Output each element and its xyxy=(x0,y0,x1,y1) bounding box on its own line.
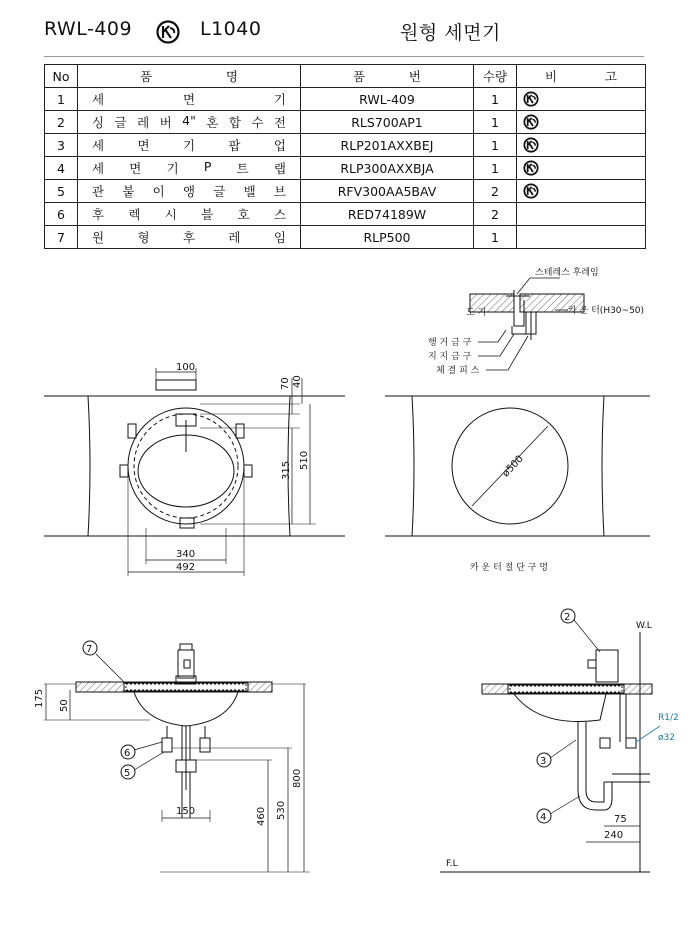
row-no: 5 xyxy=(45,180,78,203)
part-code: RLS700AP1 xyxy=(301,111,474,134)
part-qty: 1 xyxy=(474,111,517,134)
part-name-char: 글 xyxy=(114,115,127,130)
row-no: 6 xyxy=(45,203,78,226)
dim-510: 510 xyxy=(299,450,310,470)
part-name-char: 기 xyxy=(273,92,286,107)
product-title: 원형 세면기 xyxy=(400,22,501,44)
part-name-char: 시 xyxy=(164,207,177,222)
part-name-char: 혼 xyxy=(206,115,219,130)
part-name-char: 세 xyxy=(92,161,105,176)
part-name-char: 면 xyxy=(137,138,150,153)
part-name-char: 4" xyxy=(182,113,196,128)
part-name-char: 업 xyxy=(273,138,286,153)
part-name-char: 싱 xyxy=(92,115,105,130)
col-qty: 수량 xyxy=(474,65,517,88)
part-qty: 1 xyxy=(474,157,517,180)
dim-460: 460 xyxy=(256,806,267,826)
label-floor-level: F.L xyxy=(446,859,458,869)
part-name-char: P xyxy=(203,159,212,174)
label-support: 지 지 금 구 xyxy=(428,352,472,362)
part-code: RFV300AA5BAV xyxy=(301,180,474,203)
part-name-char: 이 xyxy=(152,184,165,199)
col-code-char: 품 xyxy=(353,69,366,84)
part-name-char: 기 xyxy=(182,138,196,153)
part-name-char: 글 xyxy=(213,184,226,199)
row-no: 7 xyxy=(45,226,78,249)
side-view xyxy=(440,609,660,872)
part-name-char: 스 xyxy=(273,207,286,222)
col-note-char: 비 xyxy=(545,69,558,84)
label-stainless-frame: 스테레스 후레임 xyxy=(535,268,599,278)
col-name-char: 명 xyxy=(225,69,238,84)
part-code: RLP201AXXBEJ xyxy=(301,134,474,157)
part-name-char: 붙 xyxy=(122,184,135,199)
label-screw: 체 결 피 스 xyxy=(436,366,480,376)
dim-40: 40 xyxy=(292,375,303,388)
part-code: RLP300AXXBJA xyxy=(301,157,474,180)
col-name-char: 품 xyxy=(140,69,153,84)
part-name-char: 관 xyxy=(92,184,105,199)
part-name-char: 호 xyxy=(237,207,250,222)
part-name-char: 브 xyxy=(273,184,286,199)
part-name-char: 후 xyxy=(92,207,105,222)
row-no: 2 xyxy=(45,111,78,134)
part-name-char: 밸 xyxy=(243,184,256,199)
part-name-char: 원 xyxy=(92,230,105,245)
part-name-char: 트 xyxy=(236,161,249,176)
dim-100: 100 xyxy=(176,362,196,373)
row-no: 4 xyxy=(45,157,78,180)
part-name-char: 수 xyxy=(251,115,264,130)
part-name-char: 형 xyxy=(137,230,150,245)
part-name-char: 후 xyxy=(182,230,196,245)
callout-7: 7 xyxy=(86,644,93,655)
part-qty: 1 xyxy=(474,88,517,111)
plan-view xyxy=(44,368,345,576)
part-qty: 1 xyxy=(474,134,517,157)
col-code-char: 번 xyxy=(408,69,421,84)
dim-50: 50 xyxy=(59,699,70,712)
part-code: RED74189W xyxy=(301,203,474,226)
part-name-char: 앵 xyxy=(182,184,196,199)
label-counter: 카 운 터(H30~50) xyxy=(568,306,645,316)
label-water-level: W.L xyxy=(636,621,652,631)
cutout-diameter: ø500 xyxy=(500,453,526,480)
label-hanger: 행 거 금 구 xyxy=(428,338,472,348)
dim-800: 800 xyxy=(292,768,303,788)
dim-150: 150 xyxy=(176,806,196,817)
label-d32: ø32 xyxy=(658,733,675,743)
callout-6: 6 xyxy=(124,748,131,759)
model-number: RWL-409 xyxy=(44,18,133,40)
part-name-char: 블 xyxy=(201,207,214,222)
part-qty: 1 xyxy=(474,226,517,249)
callout-2: 2 xyxy=(564,612,571,623)
dim-75: 75 xyxy=(614,814,627,825)
part-name-char: 렉 xyxy=(128,207,141,222)
dim-340: 340 xyxy=(176,549,196,560)
label-ceramic: 도 기 xyxy=(466,308,487,318)
callout-3: 3 xyxy=(540,756,547,767)
label-r12: R1/2 xyxy=(658,713,679,723)
part-name-char: 임 xyxy=(273,230,286,245)
part-name-char: 랩 xyxy=(273,161,286,176)
part-code: RLP500 xyxy=(301,226,474,249)
part-name-char: 전 xyxy=(273,115,286,130)
mounting-detail xyxy=(470,278,584,370)
dim-175: 175 xyxy=(34,688,45,708)
part-name-char: 세 xyxy=(92,138,105,153)
dim-530: 530 xyxy=(276,800,287,820)
row-no: 3 xyxy=(45,134,78,157)
part-name-char: 팝 xyxy=(228,138,241,153)
part-name-char: 세 xyxy=(92,92,105,107)
part-code: RWL-409 xyxy=(301,88,474,111)
front-view xyxy=(44,641,310,872)
callout-5: 5 xyxy=(124,768,131,779)
col-note-char: 고 xyxy=(604,69,617,84)
row-no: 1 xyxy=(45,88,78,111)
dim-70: 70 xyxy=(280,377,291,390)
col-no: No xyxy=(45,65,78,88)
part-name-char: 레 xyxy=(137,115,150,130)
product-code: L1040 xyxy=(200,18,262,40)
part-qty: 2 xyxy=(474,203,517,226)
cutout-caption: 카 운 터 절 단 구 멍 xyxy=(470,563,549,573)
part-qty: 2 xyxy=(474,180,517,203)
part-name-char: 면 xyxy=(182,92,196,107)
part-name-char: 레 xyxy=(228,230,241,245)
part-name-char: 기 xyxy=(166,161,179,176)
dim-315: 315 xyxy=(281,460,292,480)
dim-492: 492 xyxy=(176,562,196,573)
part-name-char: 버 xyxy=(159,115,172,130)
part-name-char: 합 xyxy=(228,115,241,130)
dim-240: 240 xyxy=(604,830,624,841)
part-name-char: 면 xyxy=(129,161,142,176)
callout-4: 4 xyxy=(540,812,547,823)
